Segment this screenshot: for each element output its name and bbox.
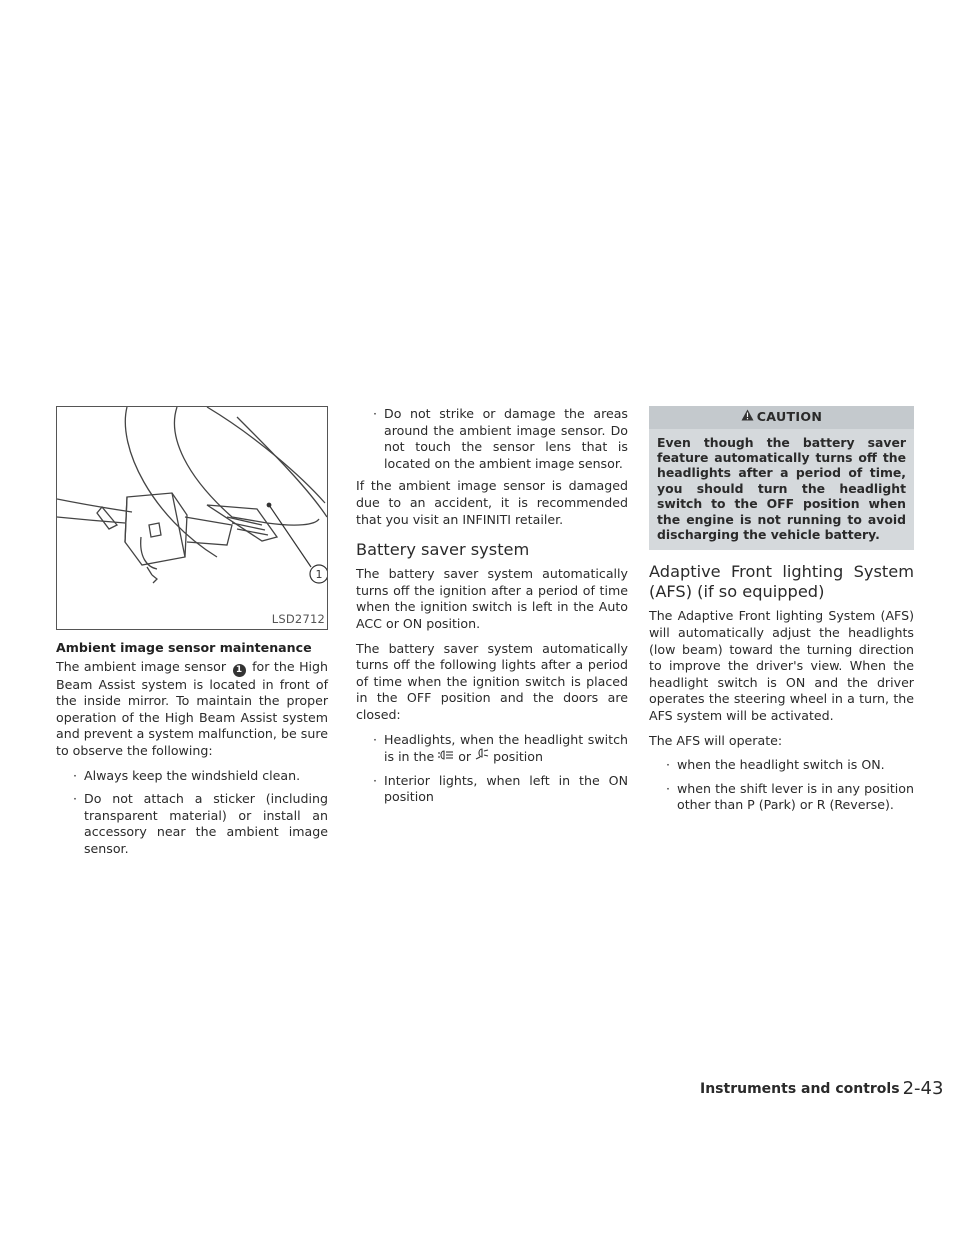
list-item: · Do not attach a sticker (including transparent material) or install an accessory near the ambient image sensor. (73, 791, 328, 856)
damage-paragraph: If the ambient image sensor is damaged due to an accident, it is recommended that you visit an INFINITI retailer. (356, 478, 628, 527)
page-footer (700, 1078, 950, 1099)
column-middle (356, 406, 628, 813)
caution-text: Even though the battery saver feature automatically turns off the headlights after a period of time, you should turn the headlight switch to the OFF position when the engine is not running to avoid discharging the vehicle battery. (657, 434, 906, 543)
bullet-icon: · (373, 731, 378, 747)
battery-paragraph-2: The battery saver system automatically turns off the following lights after a period of time when the ignition switch is placed in the OFF position and the doors are closed: (356, 640, 628, 722)
bullet-icon: · (373, 406, 378, 421)
bullet-icon: · (73, 791, 78, 807)
bullet-icon: · (73, 767, 78, 783)
section-name: Instruments and controls (700, 1081, 900, 1097)
column-right (649, 406, 914, 821)
warning-triangle-icon (741, 409, 754, 426)
list-item: · Do not strike or damage the areas around the ambient image sensor. Do not touch the sensor lens that is located on the ambient image sensor. (373, 406, 628, 471)
page-number: 2-43 (902, 1078, 944, 1099)
afs-paragraph-1: The Adaptive Front lighting System (AFS) will automatically adjust the headlights (low beam) toward the turning direction to improve the driver's view. When the headlight switch is ON and the driver operates the steering wheel in a turn, the AFS system will be activated. (649, 608, 914, 723)
sensor-bullet-list-cont (356, 406, 628, 472)
callout-1-icon: 1 (233, 664, 246, 677)
callout-number: 1 (315, 568, 323, 581)
battery-paragraph-1: The battery saver system automatically turns off the ignition after a period of time when the ignition switch is left in the Auto ACC or ON position. (356, 566, 628, 631)
afs-bullet-list (649, 757, 914, 814)
list-item: · when the shift lever is in any position other than P (Park) or R (Reverse). (666, 780, 914, 813)
afs-paragraph-2: The AFS will operate: (649, 732, 783, 748)
list-item: · when the headlight switch is ON. (666, 757, 885, 773)
headlight-icon (438, 749, 454, 766)
list-item: · Interior lights, when left in the ON position (373, 772, 628, 805)
section-heading-afs: Adaptive Front lighting System (AFS) (if so equipped) (649, 562, 914, 602)
sensor-paragraph: The ambient image sensor 1 for the High Beam Assist system is located in front of the inside mirror. To maintain the proper operation of the High Beam Assist system and prevent a system malfunction, be sure to observe the following: (56, 658, 329, 758)
battery-bullet-list (356, 732, 628, 806)
bullet-icon: · (373, 772, 378, 788)
sensor-bullet-list (56, 768, 328, 858)
sensor-drawing (57, 407, 327, 629)
caution-header: CAUTION (649, 406, 914, 429)
sensor-illustration (56, 406, 328, 630)
section-heading-battery: Battery saver system (356, 540, 530, 560)
bullet-icon: · (666, 780, 671, 796)
column-left (56, 406, 328, 865)
auto-light-icon (475, 748, 489, 766)
section-heading-sensor: Ambient image sensor maintenance (56, 640, 312, 655)
caution-box (649, 406, 914, 550)
bullet-icon: · (666, 757, 671, 773)
figure-code: LSD2712 (271, 612, 325, 627)
list-item: · Always keep the windshield clean. (73, 767, 301, 783)
list-item: · Headlights, when the headlight switch is in the or position (373, 731, 628, 765)
